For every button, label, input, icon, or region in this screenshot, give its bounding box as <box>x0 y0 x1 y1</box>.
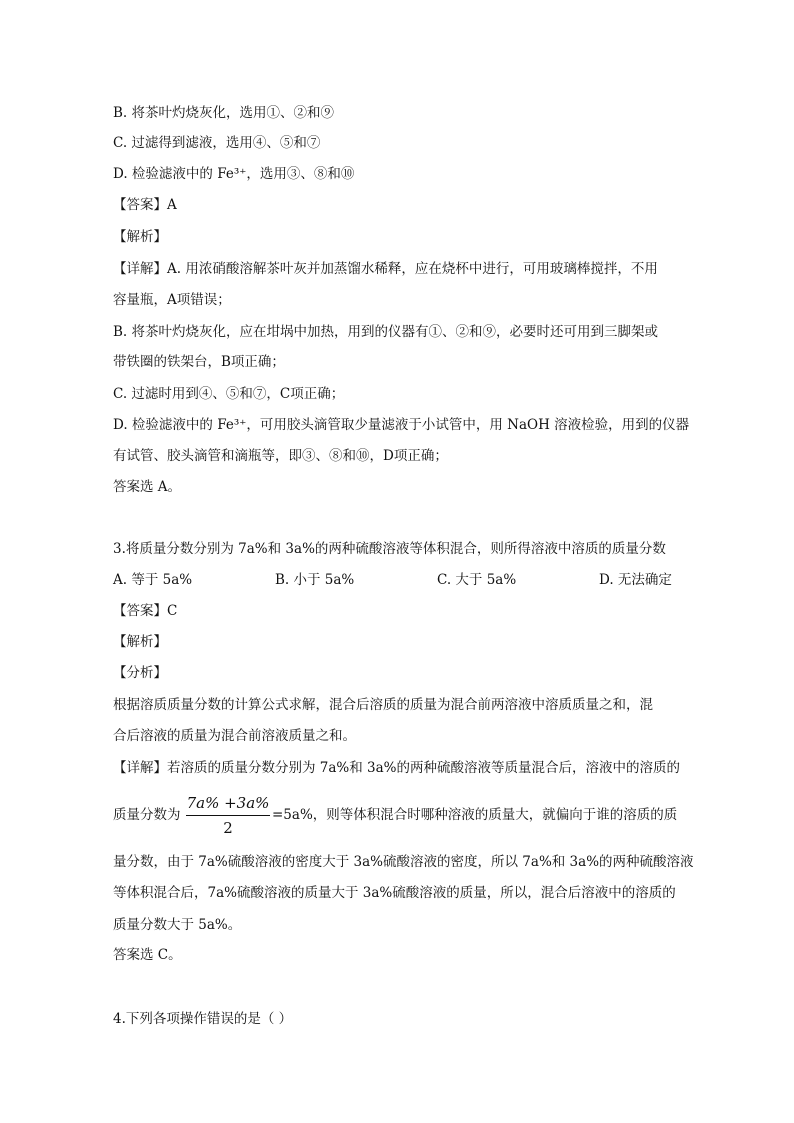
fenxi-3-line2: 合后溶液的质量为混合前溶液质量之和。 <box>113 728 356 744</box>
fraction-formula <box>186 794 270 837</box>
fraction-bar <box>186 815 270 816</box>
analysis-3: 【解析】 <box>113 634 167 650</box>
detail-3-line2-post: =5a%，则等体积混合时哪种溶液的质量大，就偏向于谁的溶质的质 <box>272 807 678 823</box>
conclusion-3: 答案选 C。 <box>113 947 182 963</box>
detail-3-line3: 量分数，由于 7a%硫酸溶液的密度大于 3a%硫酸溶液的密度，所以 7a%和 3a%的两种硫酸溶液 <box>113 854 694 870</box>
detail-3-line2-pre: 质量分数为 <box>113 807 181 823</box>
fenxi-3-line1: 根据溶质质量分数的计算公式求解，混合后溶质的质量为混合前两溶液中溶质质量之和，混 <box>113 697 653 713</box>
question-3-options <box>113 571 681 589</box>
q3-option-a: A. 等于 5a% <box>113 572 193 588</box>
q3-option-d: D. 无法确定 <box>599 572 672 588</box>
detail-3-line1: 【详解】若溶质的质量分数分别为 7a%和 3a%的两种硫酸溶液等质量混合后，溶液中的溶质的 <box>113 760 681 776</box>
formula-denominator: 2 <box>223 819 233 837</box>
question-3: 3.将质量分数分别为 7a%和 3a%的两种硫酸溶液等体积混合，则所得溶液中溶质的质量分数 <box>113 541 666 557</box>
detail-3-line5: 质量分数大于 5a%。 <box>113 917 242 933</box>
q3-option-c: C. 大于 5a% <box>437 572 517 588</box>
formula-numerator: 7a% +3a% <box>186 794 270 812</box>
option-b: B. 将茶叶灼烧灰化，选用①、②和⑨ <box>113 105 335 121</box>
analysis-2: 【解析】 <box>113 229 167 245</box>
detail-2-a-line2: 容量瓶，A项错误； <box>113 292 231 308</box>
option-c: C. 过滤得到滤液，选用④、⑤和⑦ <box>113 135 321 151</box>
detail-2-a-line1: 【详解】A. 用浓硝酸溶解茶叶灰并加蒸馏水稀释，应在烧杯中进行，可用玻璃棒搅拌，不用 <box>113 261 658 277</box>
detail-2-c: C. 过滤时用到④、⑤和⑦，C项正确； <box>113 386 345 402</box>
q3-option-b: B. 小于 5a% <box>275 572 355 588</box>
detail-2-b-line1: B. 将茶叶灼烧灰化，应在坩埚中加热，用到的仪器有①、②和⑨，必要时还可用到三脚架或 <box>113 324 659 340</box>
answer-2: 【答案】A <box>113 197 177 213</box>
answer-3: 【答案】C <box>113 603 178 619</box>
detail-2-b-line2: 带铁圈的铁架台，B项正确； <box>113 354 285 370</box>
conclusion-2: 答案选 A。 <box>113 479 182 495</box>
option-d: D. 检验滤液中的 Fe³⁺，选用③、⑧和⑩ <box>113 166 355 182</box>
detail-2-d-line1: D. 检验滤液中的 Fe³⁺，可用胶头滴管取少量滤液于小试管中，用 NaOH 溶液检验，用到的仪器 <box>113 417 690 433</box>
detail-2-d-line2: 有试管、胶头滴管和滴瓶等，即③、⑧和⑩，D项正确； <box>113 448 448 464</box>
question-4: 4.下列各项操作错误的是（ ） <box>113 1011 293 1027</box>
detail-3-line4: 等体积混合后，7a%硫酸溶液的质量大于 3a%硫酸溶液的质量，所以，混合后溶液中的溶质的 <box>113 885 676 901</box>
fenxi-3: 【分析】 <box>113 665 167 681</box>
